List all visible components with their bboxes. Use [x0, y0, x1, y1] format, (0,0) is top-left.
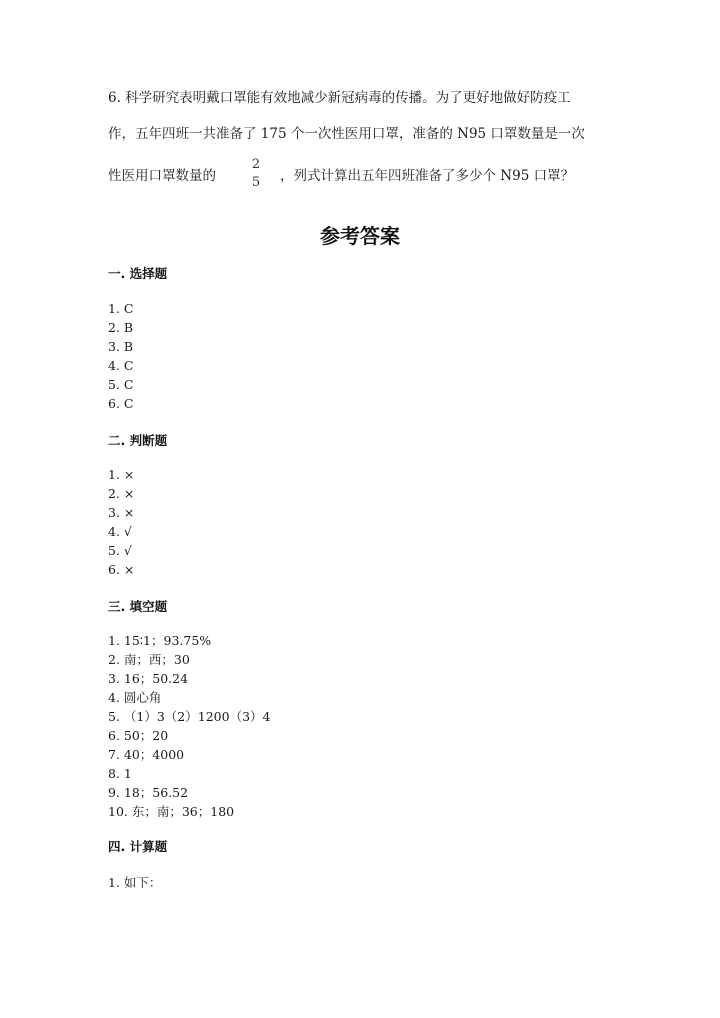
answer-item: 2. 南；西；30 [108, 652, 190, 667]
answer-item: 3. B [108, 339, 134, 354]
problem-line-3 [108, 157, 575, 190]
problem-line-2: 作，五年四班一共准备了 175 个一次性医用口罩，准备的 N95 口罩数量是一次 [108, 126, 585, 142]
answer-item: 10. 东；南；36；180 [108, 804, 235, 819]
answer-list-multiple-choice [108, 299, 133, 413]
answer-item: 5. √ [108, 543, 132, 558]
answer-item: 4. √ [108, 524, 132, 539]
answer-item: 6. C [108, 396, 134, 411]
answer-item: 2. B [108, 320, 134, 335]
answer-item: 7. 40；4000 [108, 747, 185, 762]
answer-item: 9. 18；56.52 [108, 785, 189, 800]
section-heading-true-false: 二. 判断题 [108, 433, 168, 448]
answer-item: 1. 15∶1；93.75% [108, 633, 212, 648]
problem-line-3-end: ，列式计算出五年四班准备了多少个 N95 口罩？ [280, 168, 575, 184]
answer-item: 8. 1 [108, 766, 132, 781]
answer-item: 1. 如下： [108, 875, 162, 890]
answer-key-title: 参考答案 [320, 224, 400, 248]
answer-item: 1. C [108, 301, 134, 316]
answer-item: 4. 圆心角 [108, 690, 162, 705]
section-heading-multiple-choice: 一. 选择题 [108, 266, 168, 281]
answer-item: 5. （1）3（2）1200（3）4 [108, 709, 271, 724]
section-heading-fill-in-blank: 三. 填空题 [108, 599, 168, 614]
answer-list-true-false [108, 465, 134, 579]
fraction-denominator: 5 [251, 175, 261, 190]
problem-line-1: 6. 科学研究表明戴口罩能有效地减少新冠病毒的传播。为了更好地做好防疫工 [108, 90, 571, 106]
answer-item: 6. × [108, 562, 135, 577]
fraction-two-fifths [249, 158, 263, 190]
answer-item: 3. × [108, 505, 135, 520]
answer-item: 1. × [108, 467, 135, 482]
fraction-numerator: 2 [251, 157, 261, 172]
answer-item: 2. × [108, 486, 135, 501]
problem-line-3-start: 性医用口罩数量的 [108, 168, 216, 184]
answer-item: 6. 50；20 [108, 728, 169, 743]
section-heading-calculation: 四. 计算题 [108, 839, 168, 854]
answer-item: 3. 16；50.24 [108, 671, 189, 686]
answer-list-fill-in-blank [108, 631, 270, 821]
answer-item: 4. C [108, 358, 134, 373]
answer-item: 5. C [108, 377, 134, 392]
